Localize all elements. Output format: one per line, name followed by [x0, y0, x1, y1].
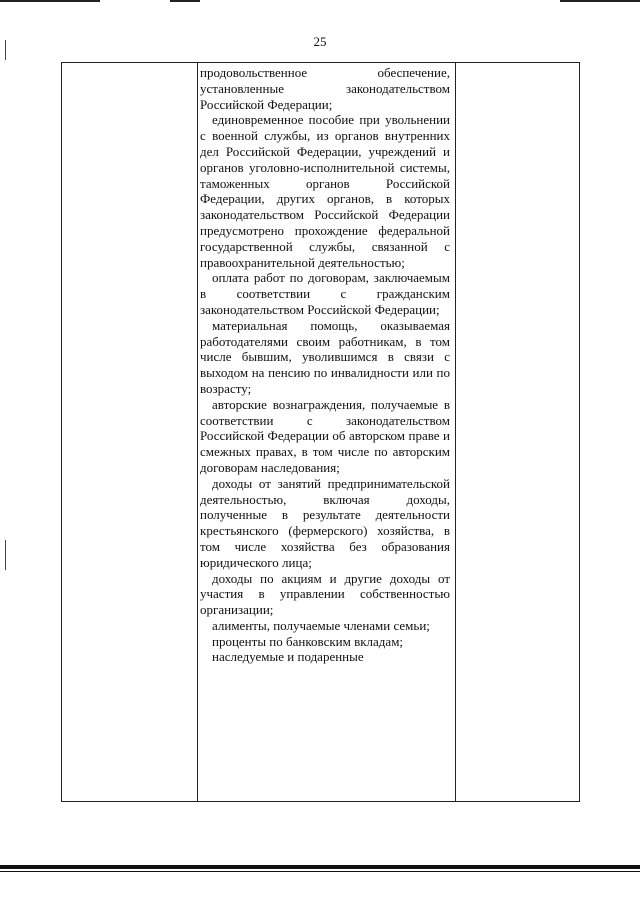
income-item: материальная помощь, оказываемая работодателями своим работникам, в том числе бывшим, уволившимся в связи с выходом на пенсию по инвалидности или по возрасту;: [200, 317, 450, 396]
income-item: доходы по акциям и другие доходы от участия в управлении собственностью организации;: [200, 570, 450, 618]
scan-bottom-border: [0, 865, 640, 869]
income-item: единовременное пособие при увольнении с военной службы, из органов внутренних дел Российской Федерации, учреждений и органов уголовно-исполнительной системы, таможенных органов Российской Федерации, других органов, в которых законодательством Российской Федерации предусмотрено прохождение федеральной государственной службы, связанной с правоохранительной деятельностью;: [200, 112, 450, 270]
income-item: доходы от занятий предпринимательской деятельностью, включая доходы, полученные в результате деятельности крестьянского (фермерского) хозяйства, в том числе хозяйства без образования юридического лица;: [200, 475, 450, 570]
income-item: оплата работ по договорам, заключаемым в соответствии с гражданским законодательством Российской Федерации;: [200, 270, 450, 317]
income-types-cell: [200, 65, 450, 665]
income-item: наследуемые и подаренные: [212, 649, 364, 665]
income-item: проценты по банковским вкладам;: [212, 633, 404, 649]
income-item: продовольственное обеспечение, установленные законодательством Российской Федерации;: [200, 65, 450, 112]
income-table: [61, 62, 580, 802]
scan-bottom-border-thin: [0, 871, 640, 872]
income-item: алименты, получаемые членами семьи;: [212, 617, 430, 633]
scan-top-edge: [0, 0, 640, 2]
income-item: авторские вознаграждения, получаемые в соответствии с законодательством Российской Федерации об авторском праве и смежных правах, в том числе по авторским договорам наследования;: [200, 396, 450, 475]
table-column-divider: [197, 63, 198, 801]
scan-edge-mark: [5, 540, 6, 570]
page-number: 25: [313, 34, 327, 49]
table-column-divider: [455, 63, 456, 801]
